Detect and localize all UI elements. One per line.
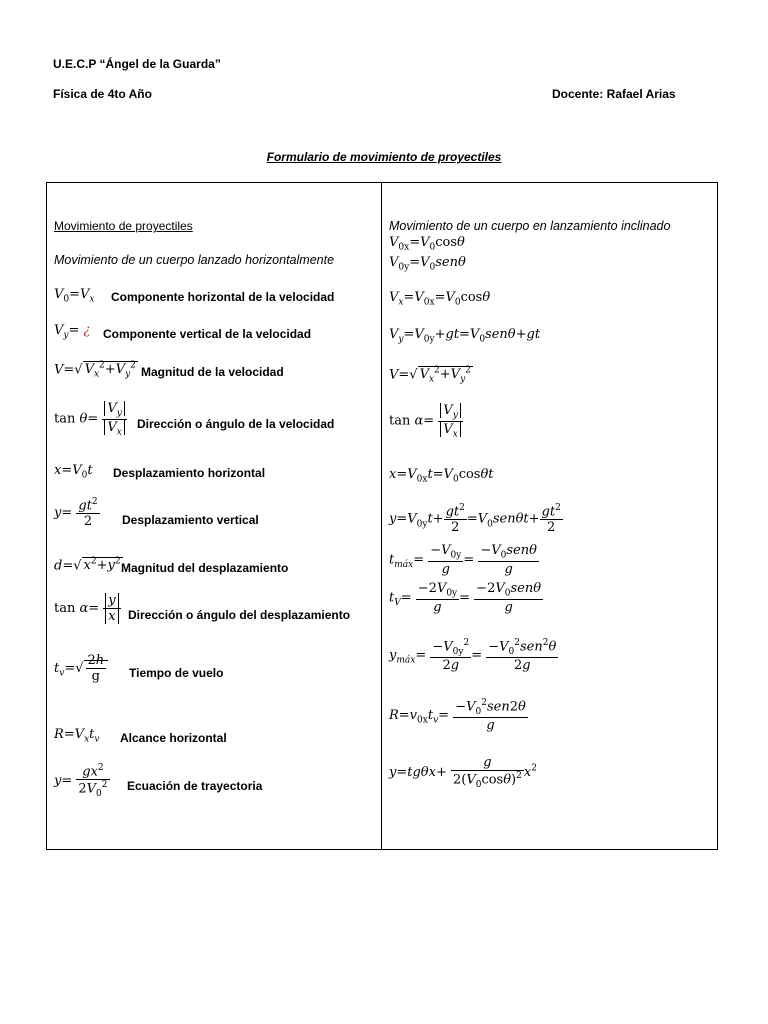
formula-tmax: $t_{máx}=$ $\frac{-V_{0y}}{g}$ = $\frac{-V_0sen\theta}{g}$ (389, 543, 537, 577)
right-heading: Movimiento de un cuerpo en lanzamiento inclinado (389, 219, 671, 233)
formula-tv: $t_v=√$ $\frac{2h}{g}$ (54, 653, 108, 684)
formula-r-inclined: $R=v_{0x}t_v=$ $\frac{-V_0^2sen2\theta}{g}$ (389, 698, 526, 733)
formula-tv-inclined: $t_V=$ $\frac{-2V_{0y}}{g}$ = $\frac{-2V_0sen\theta}{g}$ (389, 581, 542, 615)
label-r: Alcance horizontal (120, 731, 227, 745)
label-d: Magnitud del desplazamiento (121, 561, 289, 575)
formula-v-inclined: V=√ $V_x^2+V_y^2$ (389, 366, 471, 385)
formula-tan-theta: tan θ= $\frac{V_y}{V_x}$ (54, 401, 127, 437)
teacher-name: Docente: Rafael Arias (552, 87, 676, 101)
school-name: U.E.C.P “Ángel de la Guarda” (53, 57, 221, 71)
formula-vy: $V_y=$ ¿ (54, 323, 91, 341)
formula-trajectory: y= $\frac{gx^2}{2V_0^2}$ (54, 763, 108, 800)
label-v: Magnitud de la velocidad (141, 365, 284, 379)
label-x: Desplazamiento horizontal (113, 466, 266, 480)
formula-tan-alpha-inclined: tan α= $\frac{V_y}{V_x}$ (389, 403, 463, 439)
formula-vx: $V_0=V_x$ (54, 287, 95, 305)
formula-y: y= $\frac{gt^2}{2}$ (54, 497, 98, 530)
formula-v0y: $V_{0y}=V_0sen\theta$ (389, 255, 466, 273)
label-vy: Componente vertical de la velocidad (103, 327, 312, 341)
label-tan-alpha: Dirección o ángulo del desplazamiento (128, 608, 351, 622)
formula-r: $R=V_xt_v$ (54, 727, 100, 745)
formula-v: V=√ $V_x^2+V_y^2$ (54, 361, 136, 380)
formula-x: $x=V_0t$ (54, 463, 93, 481)
left-heading: Movimiento de proyectiles (54, 219, 193, 233)
label-vx: Componente horizontal de la velocidad (111, 290, 335, 304)
formula-tan-alpha: tan α= $\frac{y}{x}$ (54, 593, 121, 624)
page-title: Formulario de movimiento de proyectiles (266, 150, 502, 164)
label-trajectory: Ecuación de trayectoria (127, 779, 263, 793)
formula-vy-inclined: $V_y=V_{0y}+gt=V_0sen\theta+gt$ (389, 327, 541, 345)
formula-ymax: $y_{máx}=$ $\frac{-V_{0y}^2}{2g}$ = $\frac{-V_0^2sen^2\theta}{2g}$ (389, 638, 557, 673)
formula-trajectory-inclined: y=tgθx+ $\frac{g}{2(V_0\cos\theta)^2}$ $x^2$ (389, 755, 537, 790)
left-subheading: Movimiento de un cuerpo lanzado horizontalmente (54, 253, 335, 267)
formula-x-inclined: $x=V_{0x}t=V_0\cos\theta t$ (389, 467, 494, 485)
formula-y-inclined: $y=V_{0y}t+$ $\frac{gt^2}{2}$ $=V_0sen\theta t+$ $\frac{gt^2}{2}$ (389, 503, 561, 536)
label-tv: Tiempo de vuelo (129, 666, 224, 680)
formula-vx-inclined: $V_x=V_{0x}=V_0\cos\theta$ (389, 290, 491, 308)
label-y: Desplazamiento vertical (122, 513, 259, 527)
formula-v0x: $V_{0x}=V_0\cos\theta$ (389, 235, 465, 253)
formula-table (46, 182, 718, 850)
column-divider (381, 183, 382, 849)
subject-name: Física de 4to Año (53, 87, 152, 101)
label-tan-theta: Dirección o ángulo de la velocidad (137, 417, 335, 431)
formula-d: d=√ $x^2+y^2$ (54, 557, 121, 574)
